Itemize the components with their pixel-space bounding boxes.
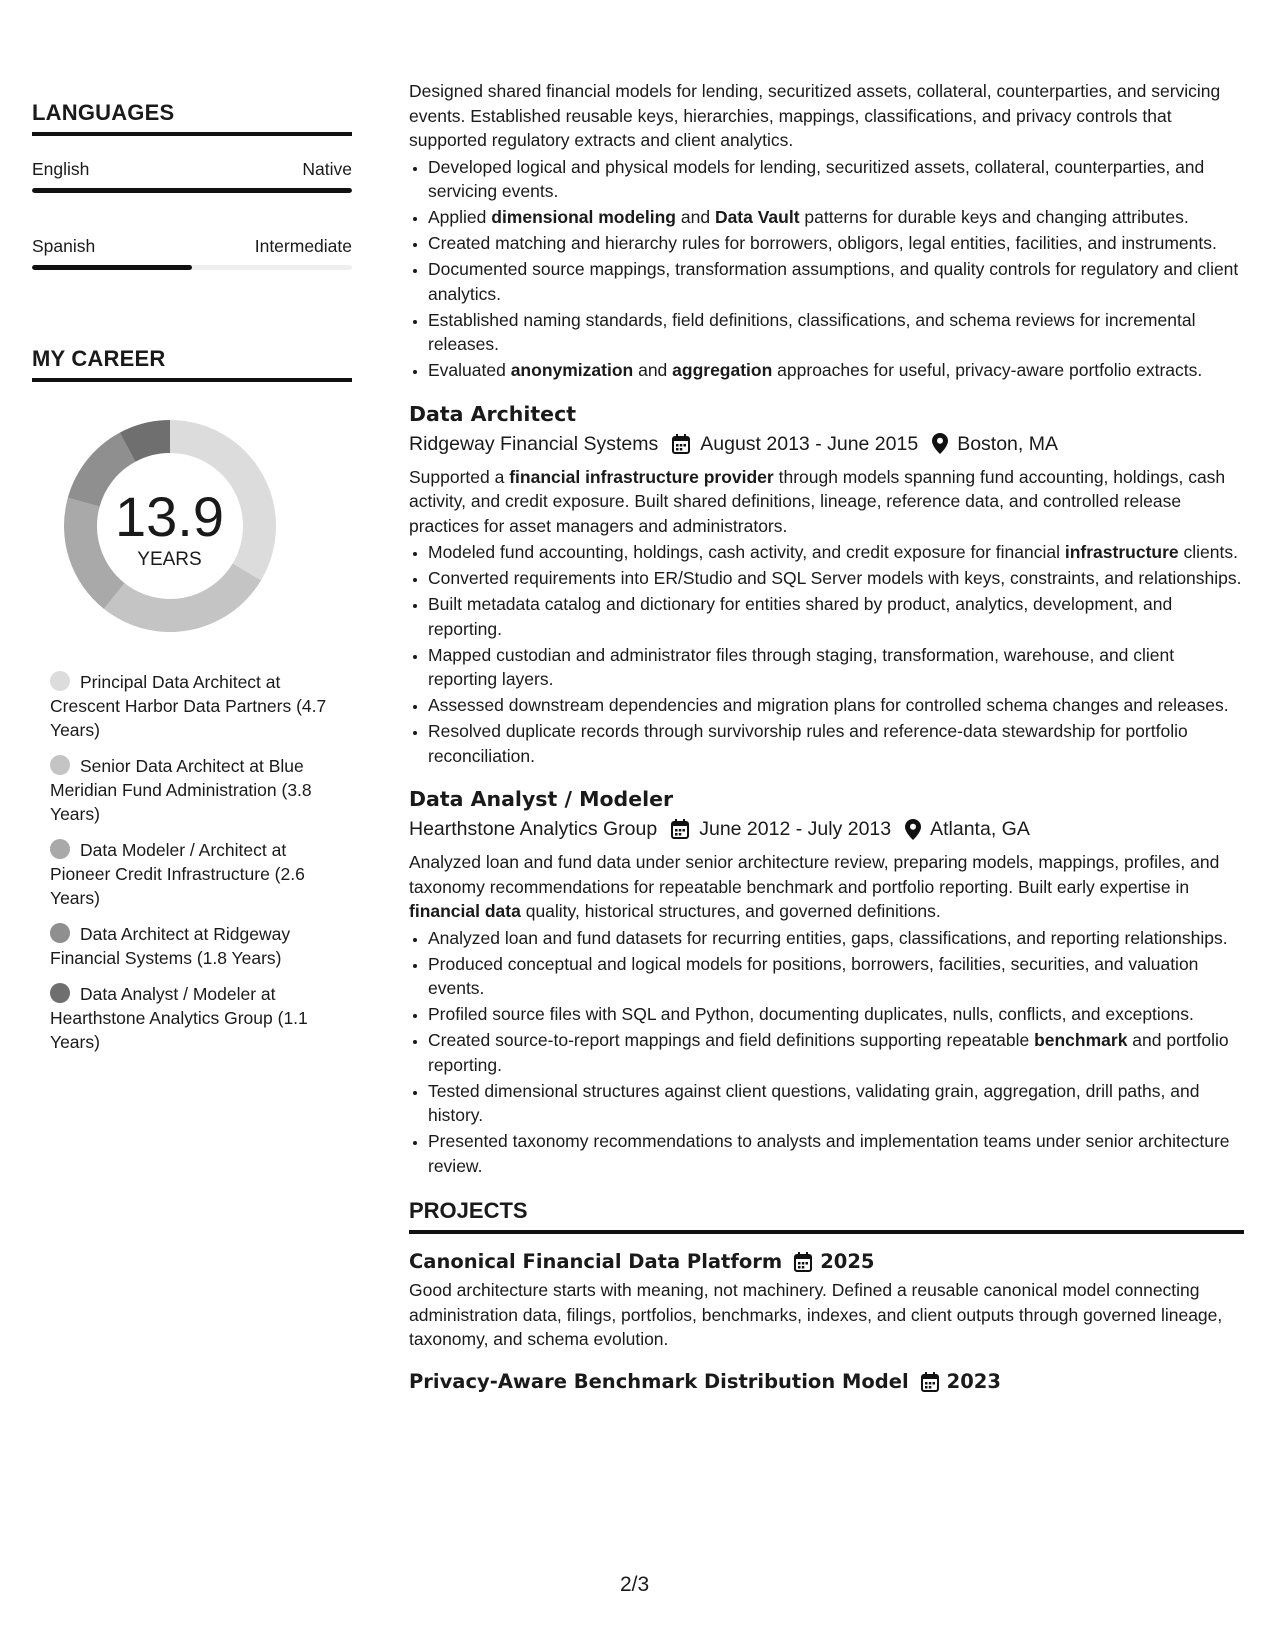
bullet-item: • Tested dimensional structures against client questions, validating grain, aggregation, drill paths, and history. — [428, 1079, 1244, 1128]
bullet-item: • Modeled fund accounting, holdings, cash activity, and credit exposure for financial infrastructure clients. — [428, 540, 1244, 565]
job-title: Data Analyst / Modeler — [409, 787, 674, 811]
bullet-item: • Built metadata catalog and dictionary for entities shared by product, analytics, development, and reporting. — [428, 592, 1244, 641]
bullet-item: • Resolved duplicate records through survivorship rules and reference-data stewardship for portfolio reconciliation. — [428, 719, 1244, 768]
language-item-spanish — [32, 235, 352, 270]
legend-swatch — [50, 755, 70, 775]
project-title-row — [409, 1368, 1244, 1396]
job-summary: Analyzed loan and fund data under senior architecture review, preparing models, mappings, profiles, and taxonomy recommendations for repeatable benchmark and portfolio reporting. Built early expertise in financial data quality, historical structures, and governed definitions. — [409, 852, 1220, 921]
career-legend-item — [50, 982, 350, 1054]
project-entry — [409, 1368, 1244, 1396]
job-title: Data Architect — [409, 401, 577, 426]
project-description: Good architecture starts with meaning, not machinery. Defined a reusable canonical model connecting administration data, filings, portfolios, benchmarks, indexes, and client outputs through governed lineage, taxonomy, and schema evolution. — [409, 1280, 1223, 1349]
languages-list — [32, 158, 352, 270]
language-level: Native — [302, 159, 352, 179]
job-dates: June 2012 - July 2013 — [699, 818, 892, 840]
bullet-item: • Analyzed loan and fund datasets for recurring entities, gaps, classifications, and reporting relationships. — [428, 926, 1244, 951]
bullet-item: • Developed logical and physical models for lending, securitized assets, collateral, counterparties, and servicing events. — [428, 155, 1244, 204]
job-bullets — [409, 155, 1244, 383]
career-legend — [32, 670, 350, 1054]
company-name: Hearthstone Analytics Group — [409, 818, 658, 840]
location-pin-icon — [932, 433, 948, 454]
legend-swatch — [50, 923, 70, 943]
career-legend-item — [50, 754, 350, 826]
career-legend-item — [50, 922, 350, 970]
donut-slice — [104, 563, 261, 632]
calendar-icon — [672, 434, 690, 454]
job-location: Atlanta, GA — [930, 818, 1030, 840]
career-total-value: 13.9 — [115, 485, 224, 548]
bullet-item: • Profiled source files with SQL and Python, documenting duplicates, nulls, conflicts, and exceptions. — [428, 1002, 1244, 1027]
career-legend-item — [50, 670, 350, 742]
project-name: Canonical Financial Data Platform — [409, 1250, 783, 1273]
sidebar — [32, 100, 352, 1066]
job-bullets — [409, 926, 1244, 1179]
bullet-item: • Converted requirements into ER/Studio and SQL Server models with keys, constraints, and relationships. — [428, 566, 1244, 591]
language-name: Spanish — [32, 236, 96, 256]
language-item-english — [32, 158, 352, 193]
project-year: 2023 — [946, 1369, 1001, 1393]
job-bullets — [409, 540, 1244, 768]
career-total — [32, 485, 307, 572]
bullet-item: • Created source-to-report mappings and field definitions supporting repeatable benchmark and portfolio reporting. — [428, 1028, 1244, 1077]
job-dates: August 2013 - June 2015 — [700, 432, 919, 455]
job-summary: Supported a financial infrastructure provider through models spanning fund accounting, holdings, cash activity, and credit exposure. Built shared definitions, lineage, reference data, and controlled release practices for asset managers and administrators. — [409, 466, 1226, 536]
legend-label: Data Modeler / Architect at Pioneer Credit Infrastructure (2.6 Years) — [50, 840, 305, 908]
legend-label: Senior Data Architect at Blue Meridian Fund Administration (3.8 Years) — [50, 756, 312, 824]
projects-heading: PROJECTS — [409, 1198, 1244, 1234]
bullet-item: • Documented source mappings, transformation assumptions, and quality controls for regulatory and client analytics. — [428, 257, 1244, 306]
career-donut-chart — [32, 400, 352, 660]
legend-label: Data Analyst / Modeler at Hearthstone Analytics Group (1.1 Years) — [50, 984, 308, 1052]
calendar-icon — [794, 1252, 812, 1272]
job-location: Boston, MA — [957, 432, 1058, 455]
career-legend-item — [50, 838, 350, 910]
legend-swatch — [50, 983, 70, 1003]
job-entry — [409, 399, 1244, 769]
job-meta — [409, 429, 1244, 459]
project-title-row — [409, 1248, 1244, 1276]
language-proficiency-bar — [32, 265, 352, 270]
bullet-item: • Presented taxonomy recommendations to analysts and implementation teams under senior architecture review. — [428, 1129, 1244, 1178]
legend-label: Principal Data Architect at Crescent Harbor Data Partners (4.7 Years) — [50, 672, 327, 740]
page-number: 2/3 — [620, 1573, 650, 1596]
calendar-icon — [921, 1372, 939, 1392]
job-summary: Designed shared financial models for lending, securitized assets, collateral, counterparties, and servicing events. Established reusable keys, hierarchies, mappings, classifications, and privacy controls that supported regulatory extracts and client analytics. — [409, 81, 1221, 150]
bullet-item: • Mapped custodian and administrator files through staging, transformation, warehouse, and client reporting layers. — [428, 643, 1244, 692]
company-name: Ridgeway Financial Systems — [409, 432, 659, 455]
main-content — [409, 79, 1244, 1398]
calendar-icon — [671, 819, 689, 839]
language-name: English — [32, 159, 90, 179]
languages-heading: LANGUAGES — [32, 100, 352, 136]
language-proficiency-bar — [32, 188, 352, 193]
project-name: Privacy-Aware Benchmark Distribution Model — [409, 1369, 909, 1393]
bullet-item: • Created matching and hierarchy rules for borrowers, obligors, legal entities, facilities, and instruments. — [428, 231, 1244, 256]
bullet-item: • Established naming standards, field definitions, classifications, and schema reviews for incremental releases. — [428, 308, 1244, 357]
bullet-item: • Applied dimensional modeling and Data Vault patterns for durable keys and changing attributes. — [428, 205, 1244, 230]
bullet-item: • Produced conceptual and logical models for positions, borrowers, facilities, securities, and valuation events. — [428, 952, 1244, 1001]
job-entry — [409, 784, 1244, 1178]
location-pin-icon — [905, 819, 921, 840]
career-total-unit: YEARS — [137, 549, 202, 570]
legend-label: Data Architect at Ridgeway Financial Systems (1.8 Years) — [50, 924, 291, 968]
job-meta — [409, 814, 1244, 844]
legend-swatch — [50, 839, 70, 859]
language-level: Intermediate — [254, 236, 352, 256]
bullet-item: • Evaluated anonymization and aggregation approaches for useful, privacy-aware portfolio extracts. — [428, 358, 1244, 383]
legend-swatch — [50, 671, 70, 691]
career-heading: MY CAREER — [32, 346, 352, 382]
language-proficiency-fill — [32, 265, 192, 270]
bullet-item: • Assessed downstream dependencies and migration plans for controlled schema changes and releases. — [428, 693, 1244, 718]
project-year: 2025 — [820, 1250, 875, 1273]
language-proficiency-fill — [32, 188, 352, 193]
project-entry — [409, 1248, 1244, 1352]
